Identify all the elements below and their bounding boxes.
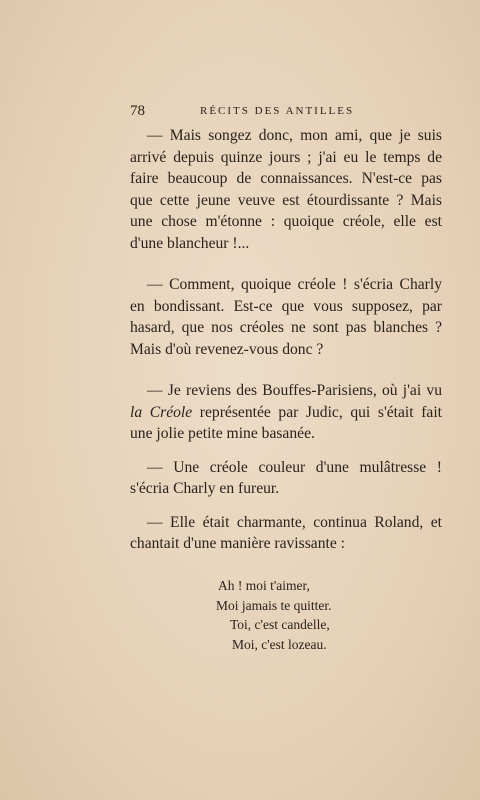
page-header: [130, 103, 440, 121]
paragraph-2: — Comment, quoique créole ! s'écria Charly en bondissant. Est-ce que vous supposez, par hasard, que nos créoles ne sont pas blanches ? Mais d'où revenez-vous donc ?: [130, 276, 442, 358]
body-text: [130, 125, 442, 555]
page-number: 78: [130, 103, 145, 119]
paragraph-3-title-italic: la Créole: [130, 403, 193, 421]
song-verse: [218, 576, 331, 654]
paragraph-1: — Mais songez donc, mon ami, que je suis arrivé depuis quinze jours ; j'ai eu le temps de faire beaucoup de connaissances. N'est-ce pas que cette jeune veuve est étourdissante ? Mais une chose m'étonne : quoique créole, elle est d'une blancheur !...: [130, 127, 442, 252]
verse-line-2: Moi jamais te quitter.: [216, 597, 332, 613]
paragraph-3-text-after: représentée par Judic, qui s'était fait une jolie petite mine basanée.: [130, 403, 442, 442]
verse-line-3: Toi, c'est candelle,: [230, 617, 330, 632]
paragraph-3: [130, 380, 442, 445]
paragraph-4: — Une créole couleur d'une mulâtresse ! s'écria Charly en fureur.: [130, 458, 442, 497]
verse-line-4: Moi, c'est lozeau.: [232, 636, 327, 652]
paragraph-3-text-before: — Je reviens des Bouffes-Parisiens, où j'ai vu: [147, 382, 442, 399]
verse-line-1: Ah ! moi t'aimer,: [218, 578, 310, 593]
paragraph-5: — Elle était charmante, continua Roland, et chantait d'une manière ravissante :: [130, 513, 442, 552]
running-head: RÉCITS DES ANTILLES: [200, 105, 355, 117]
